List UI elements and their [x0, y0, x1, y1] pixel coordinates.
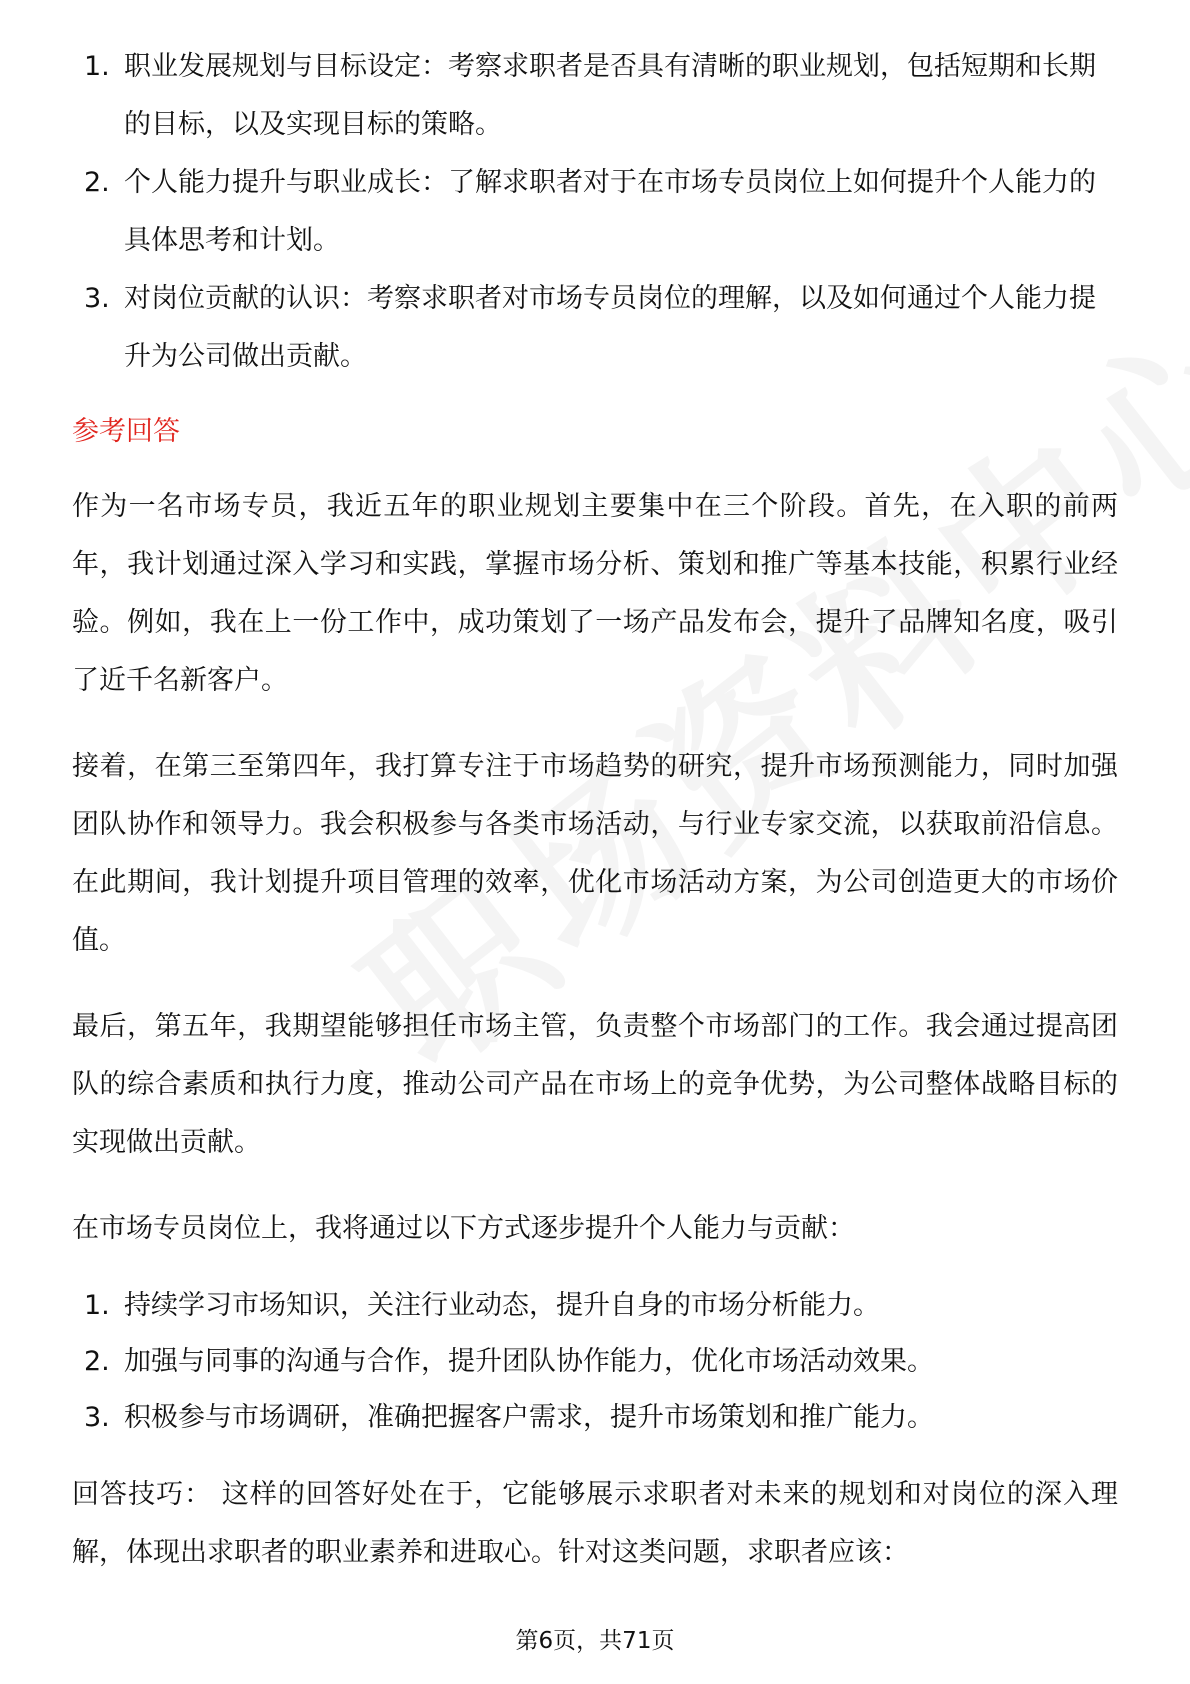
section-title: 参考回答: [72, 416, 180, 447]
list-item-number: 2.: [84, 1346, 110, 1377]
intro-list: [72, 38, 1118, 386]
list-item-text: 积极参与市场调研，准确把握客户需求，提升市场策划和推广能力。: [124, 1402, 934, 1433]
list-item-number: 3.: [84, 283, 110, 314]
list-item-text: 加强与同事的沟通与合作，提升团队协作能力，优化市场活动效果。: [124, 1346, 934, 1377]
list-item-number: 3.: [84, 1402, 110, 1433]
list-item: [72, 1390, 1118, 1446]
list-item-text: 持续学习市场知识，关注行业动态，提升自身的市场分析能力。: [124, 1290, 880, 1321]
list-item-number: 1.: [84, 51, 110, 82]
list-item-text: 个人能力提升与职业成长：了解求职者对于在市场专员岗位上如何提升个人能力的具体思考和计划。: [124, 167, 1096, 256]
list-item: [72, 1278, 1118, 1334]
paragraph: 接着，在第三至第四年，我打算专注于市场趋势的研究，提升市场预测能力，同时加强团队协作和领导力。我会积极参与各类市场活动，与行业专家交流，以获取前沿信息。在此期间，我计划提升项目管理的效率，优化市场活动方案，为公司创造更大的市场价值。: [72, 751, 1118, 956]
list-item: [72, 154, 1118, 270]
list-item-number: 2.: [84, 167, 110, 198]
list-item-text: 职业发展规划与目标设定：考察求职者是否具有清晰的职业规划，包括短期和长期的目标，以及实现目标的策略。: [124, 51, 1096, 140]
page-content: [72, 38, 1118, 1582]
ways-list: [72, 1278, 1118, 1446]
tips-paragraph: 回答技巧： 这样的回答好处在于，它能够展示求职者对未来的规划和对岗位的深入理解，体现出求职者的职业素养和进取心。针对这类问题，求职者应该：: [72, 1479, 1118, 1568]
list-item-number: 1.: [84, 1290, 110, 1321]
paragraph: 最后，第五年，我期望能够担任市场主管，负责整个市场部门的工作。我会通过提高团队的综合素质和执行力度，推动公司产品在市场上的竞争优势，为公司整体战略目标的实现做出贡献。: [72, 1011, 1118, 1158]
paragraph: 在市场专员岗位上，我将通过以下方式逐步提升个人能力与贡献：: [72, 1213, 855, 1244]
list-item: [72, 1334, 1118, 1390]
list-item: [72, 38, 1118, 154]
list-item-text: 对岗位贡献的认识：考察求职者对市场专员岗位的理解，以及如何通过个人能力提升为公司做出贡献。: [124, 283, 1096, 372]
page-footer: 第6页，共71页: [515, 1628, 675, 1654]
list-item: [72, 270, 1118, 386]
paragraph: 作为一名市场专员，我近五年的职业规划主要集中在三个阶段。首先，在入职的前两年，我计划通过深入学习和实践，掌握市场分析、策划和推广等基本技能，积累行业经验。例如，我在上一份工作中，成功策划了一场产品发布会，提升了品牌知名度，吸引了近千名新客户。: [72, 491, 1118, 696]
